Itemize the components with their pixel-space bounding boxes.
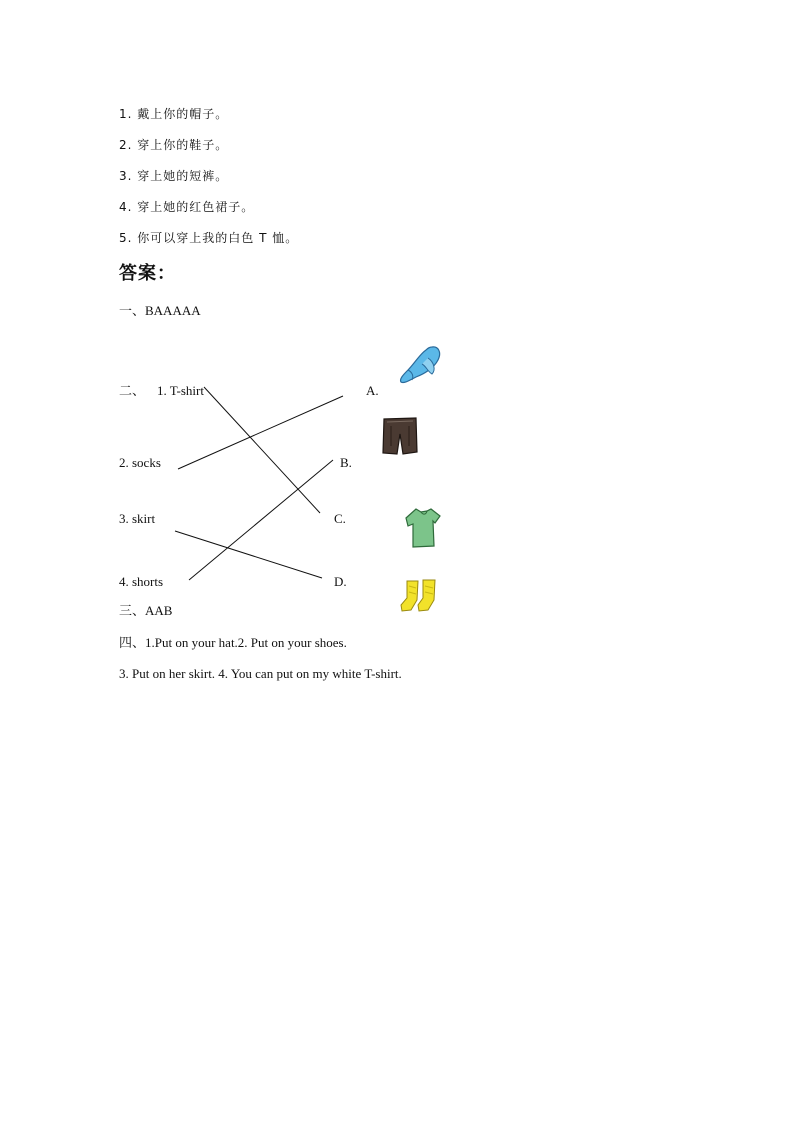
- match-word-1: 1. T-shirt: [157, 383, 204, 398]
- line-socks-to-a: [178, 396, 343, 469]
- sentence-4: 4. 穿上她的红色裙子。: [119, 200, 255, 214]
- sentence-5: 5. 你可以穿上我的白色 T 恤。: [119, 231, 299, 245]
- part4-answer-line2: 3. Put on her skirt. 4. You can put on my white T-shirt.: [119, 666, 402, 681]
- tshirt-picture: [404, 506, 442, 550]
- sentence-2: 2. 穿上你的鞋子。: [119, 138, 229, 152]
- match-word-2: 2. socks: [119, 455, 161, 470]
- line-skirt-to-d: [175, 531, 322, 578]
- answer-heading: 答案：: [119, 263, 176, 284]
- line-shorts-to-b: [189, 460, 333, 580]
- part1-answer: 一、BAAAAA: [119, 303, 201, 318]
- match-letter-c: C.: [334, 511, 346, 526]
- match-letter-d: D.: [334, 574, 347, 589]
- part3-answer: 三、AAB: [119, 603, 173, 618]
- match-letter-b: B.: [340, 455, 352, 470]
- part4-answer-line1: 四、1.Put on your hat.2. Put on your shoes.: [119, 635, 347, 650]
- shorts-picture: [381, 416, 419, 456]
- hat-picture: [398, 344, 444, 386]
- part2-prefix: 二、: [119, 383, 146, 398]
- match-word-3: 3. skirt: [119, 511, 156, 526]
- socks-picture: [399, 578, 443, 614]
- sentence-3: 3. 穿上她的短裤。: [119, 169, 229, 183]
- sentence-1: 1. 戴上你的帽子。: [119, 107, 229, 121]
- match-word-4: 4. shorts: [119, 574, 164, 589]
- match-letter-a: A.: [366, 383, 379, 398]
